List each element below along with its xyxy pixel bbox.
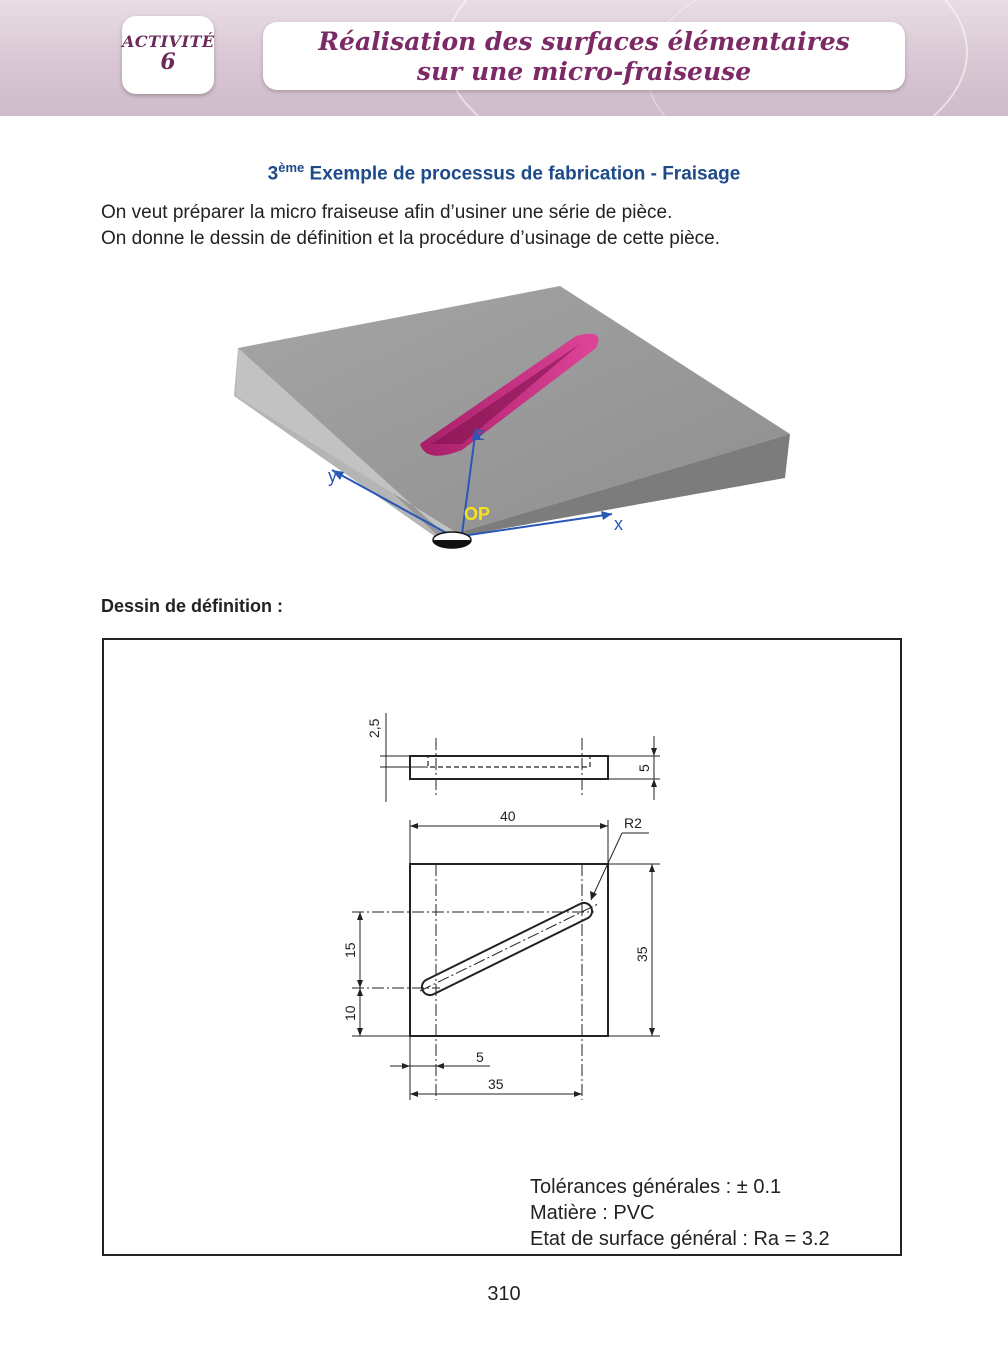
- dim-arrow: [402, 1063, 410, 1069]
- page-title-line1: Réalisation des surfaces élémentaires: [318, 27, 850, 56]
- dim-arrow: [357, 988, 363, 996]
- intro-line: On donne le dessin de définition et la procédure d’usinage de cette pièce.: [101, 228, 720, 249]
- drawing-notes: [530, 1174, 830, 1252]
- dim-thickness: 5: [636, 764, 652, 772]
- activity-badge: [122, 16, 214, 94]
- dim-arrow: [651, 779, 657, 787]
- origin-label: OP: [464, 504, 491, 524]
- note-surface: Etat de surface général : Ra = 3.2: [530, 1228, 830, 1250]
- section-title-text: Exemple de processus de fabrication - Fraisage: [309, 163, 741, 185]
- section-ordinal: 3: [267, 163, 279, 185]
- dim-arrow: [410, 823, 418, 829]
- axis-y-label: y: [328, 466, 337, 486]
- dim-slot-end-x: 35: [488, 1076, 504, 1092]
- dim-arrow: [357, 1028, 363, 1036]
- intro-text: [101, 200, 720, 252]
- slot-centerline: [420, 904, 598, 991]
- plan-view-body: [410, 864, 608, 1036]
- header-banner: [0, 0, 1008, 116]
- side-view-hidden-slot: [428, 756, 590, 767]
- dim-radius: R2: [624, 815, 642, 831]
- axis-z-label: z: [476, 424, 485, 444]
- dim-width: 40: [500, 808, 516, 824]
- note-matiere: Matière : PVC: [530, 1202, 655, 1224]
- dim-slot-start-y: 10: [342, 1005, 358, 1021]
- section-title: [0, 160, 1008, 185]
- origin-marker-fill: [433, 540, 471, 548]
- dim-arrow: [357, 912, 363, 920]
- activity-label: ACTIVITÉ: [122, 32, 215, 51]
- dim-height: 35: [634, 946, 650, 962]
- leader-arrow: [590, 891, 597, 900]
- dim-arrow: [651, 748, 657, 756]
- dim-slot-rise: 15: [342, 942, 358, 958]
- axis-x-label: x: [614, 514, 623, 534]
- dim-arrow: [649, 864, 655, 872]
- dim-depth: 2,5: [366, 718, 382, 738]
- page-title-line2: sur une micro-fraiseuse: [416, 57, 752, 86]
- part-top-face: [238, 286, 790, 538]
- activity-number: 6: [160, 49, 176, 75]
- dessin-label: Dessin de définition :: [101, 596, 284, 616]
- note-tolerances: Tolérances générales : ± 0.1: [530, 1176, 782, 1198]
- dim-arrow: [357, 980, 363, 988]
- intro-line: On veut préparer la micro fraiseuse afin d’usiner une série de pièce.: [101, 202, 673, 223]
- dim-slot-start-x: 5: [476, 1049, 484, 1065]
- dim-arrow: [574, 1091, 582, 1097]
- dim-arrow: [649, 1028, 655, 1036]
- drawing-frame: [102, 638, 902, 1256]
- dim-arrow: [410, 1091, 418, 1097]
- part-3d-view: [200, 268, 800, 568]
- dim-arrow: [600, 823, 608, 829]
- page-number: 310: [487, 1283, 521, 1305]
- axis-x-arrow: [601, 511, 612, 520]
- leader-line: [591, 833, 622, 900]
- section-ordinal-suffix: ème: [278, 160, 305, 175]
- technical-drawing: [104, 640, 900, 1170]
- page-title: [263, 22, 905, 90]
